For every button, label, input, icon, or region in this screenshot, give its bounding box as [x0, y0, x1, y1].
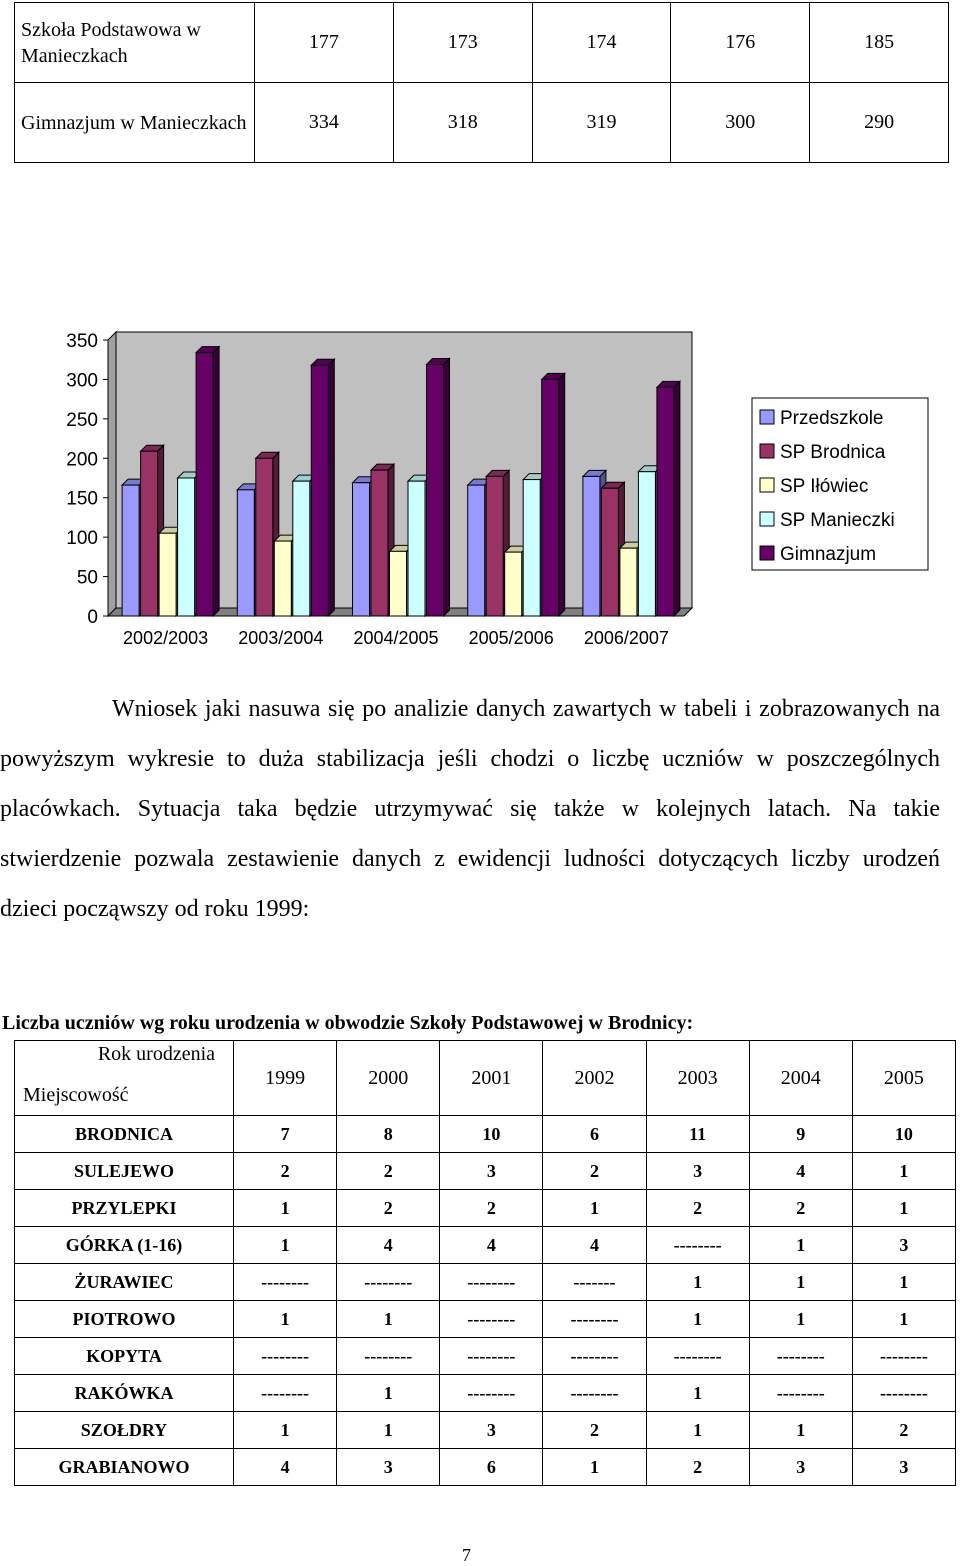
births-value-cell: --------: [234, 1264, 337, 1301]
bar: [583, 476, 600, 616]
births-value-cell: 3: [440, 1412, 543, 1449]
births-row: [15, 1227, 956, 1264]
x-tick-label: 2002/2003: [123, 628, 209, 648]
births-value-cell: --------: [337, 1338, 440, 1375]
enrollment-cell: 185: [810, 3, 949, 83]
place-name-cell: PIOTROWO: [15, 1301, 234, 1338]
births-value-cell: 2: [749, 1190, 852, 1227]
births-value-cell: 2: [337, 1190, 440, 1227]
bar: [371, 470, 388, 616]
births-value-cell: 3: [852, 1227, 955, 1264]
y-tick-label: 350: [66, 331, 98, 352]
bar: [638, 472, 655, 616]
births-value-cell: --------: [646, 1338, 749, 1375]
births-row: [15, 1264, 956, 1301]
bar: [311, 365, 328, 616]
header-corner-cell: [15, 1041, 234, 1116]
bar: [196, 353, 213, 616]
births-value-cell: --------: [234, 1338, 337, 1375]
bar: [620, 548, 637, 616]
births-value-cell: 1: [234, 1227, 337, 1264]
bar: [523, 480, 540, 616]
births-value-cell: --------: [337, 1264, 440, 1301]
births-value-cell: --------: [852, 1338, 955, 1375]
births-value-cell: 10: [852, 1116, 955, 1153]
bar: [237, 490, 254, 616]
births-header-row: [15, 1041, 956, 1116]
births-value-cell: --------: [543, 1338, 646, 1375]
place-name-cell: BRODNICA: [15, 1116, 234, 1153]
y-tick-label: 300: [66, 370, 98, 392]
births-value-cell: 2: [646, 1449, 749, 1486]
enrollment-row: [15, 83, 949, 163]
births-value-cell: 2: [440, 1190, 543, 1227]
births-value-cell: 11: [646, 1116, 749, 1153]
conclusion-paragraph: [0, 684, 940, 934]
enrollment-row-label: Gimnazjum w Manieczkach: [15, 83, 255, 163]
x-tick-label: 2005/2006: [468, 628, 554, 648]
bar-side: [559, 373, 565, 616]
births-row: [15, 1116, 956, 1153]
births-value-cell: 2: [543, 1412, 646, 1449]
births-value-cell: --------: [234, 1375, 337, 1412]
births-value-cell: 1: [646, 1412, 749, 1449]
births-value-cell: 1: [852, 1301, 955, 1338]
legend-swatch: [760, 478, 774, 492]
bar-side: [328, 359, 334, 616]
place-name-cell: PRZYLEPKI: [15, 1190, 234, 1227]
place-name-cell: ŻURAWIEC: [15, 1264, 234, 1301]
year-header-cell: 2002: [543, 1041, 646, 1116]
births-value-cell: 6: [440, 1449, 543, 1486]
place-name-cell: GÓRKA (1-16): [15, 1227, 234, 1264]
births-value-cell: 1: [646, 1375, 749, 1412]
x-tick-label: 2004/2005: [353, 628, 439, 648]
births-value-cell: --------: [749, 1338, 852, 1375]
enrollment-cell: 300: [671, 83, 810, 163]
births-value-cell: 2: [852, 1412, 955, 1449]
legend-label: Gimnazjum: [780, 544, 877, 565]
year-header-cell: 2003: [646, 1041, 749, 1116]
births-value-cell: 4: [543, 1227, 646, 1264]
births-row: [15, 1338, 956, 1375]
y-tick-label: 150: [66, 488, 98, 510]
legend-label: Przedszkole: [780, 408, 884, 429]
births-value-cell: 1: [646, 1301, 749, 1338]
bar: [427, 364, 444, 616]
bar: [601, 488, 618, 616]
y-tick-label: 100: [66, 528, 98, 550]
legend-swatch: [760, 410, 774, 424]
births-value-cell: 1: [234, 1190, 337, 1227]
births-value-cell: --------: [852, 1375, 955, 1412]
year-header-cell: 2001: [440, 1041, 543, 1116]
place-name-cell: RAKÓWKA: [15, 1375, 234, 1412]
births-value-cell: 1: [234, 1301, 337, 1338]
births-value-cell: 1: [646, 1264, 749, 1301]
bar: [178, 478, 195, 616]
births-row: [15, 1412, 956, 1449]
bar: [468, 485, 485, 616]
bar: [159, 533, 176, 616]
enrollment-row-label: Szkoła Podstawowa w Manieczkach: [15, 3, 255, 83]
place-name-cell: KOPYTA: [15, 1338, 234, 1375]
births-value-cell: 1: [852, 1153, 955, 1190]
births-value-cell: 3: [852, 1449, 955, 1486]
y-tick-label: 50: [76, 567, 98, 589]
enrollment-cell: 318: [393, 83, 532, 163]
y-tick-label: 250: [66, 409, 98, 431]
births-row: [15, 1301, 956, 1338]
births-value-cell: 1: [749, 1227, 852, 1264]
legend-swatch: [760, 444, 774, 458]
legend-label: SP Brodnica: [780, 442, 886, 463]
enrollment-table: [14, 2, 949, 163]
births-value-cell: 1: [749, 1412, 852, 1449]
enrollment-cell: 334: [255, 83, 394, 163]
legend-swatch: [760, 546, 774, 560]
births-value-cell: 3: [749, 1449, 852, 1486]
births-value-cell: --------: [749, 1375, 852, 1412]
births-value-cell: -------: [543, 1264, 646, 1301]
conclusion-text: Wniosek jaki nasuwa się po analizie danych zawartych w tabeli i zobrazowanych na powyższym wykresie to duża stabilizacja jeśli chodzi o liczbę uczniów w poszczególnych placówkach. Sytuacja taka będzie utrzymywać się także w kolejnych latach. Na takie stwierdzenie pozwala zestawienie danych z ewidencji ludności dotyczących liczby urodzeń dzieci począwszy od roku 1999:: [0, 696, 940, 922]
births-value-cell: 4: [234, 1449, 337, 1486]
enrollment-bar-chart: [0, 318, 960, 658]
place-name-cell: SZOŁDRY: [15, 1412, 234, 1449]
place-name-cell: GRABIANOWO: [15, 1449, 234, 1486]
births-value-cell: --------: [440, 1338, 543, 1375]
births-value-cell: 1: [852, 1264, 955, 1301]
births-value-cell: 9: [749, 1116, 852, 1153]
bar: [486, 476, 503, 616]
page-number: 7: [462, 1545, 471, 1565]
births-value-cell: 10: [440, 1116, 543, 1153]
births-value-cell: 8: [337, 1116, 440, 1153]
y-tick-label: 0: [87, 607, 98, 628]
enrollment-row: [15, 3, 949, 83]
births-value-cell: 1: [234, 1412, 337, 1449]
bar: [505, 552, 522, 616]
enrollment-cell: 319: [532, 83, 671, 163]
births-value-cell: --------: [646, 1227, 749, 1264]
births-value-cell: 2: [543, 1153, 646, 1190]
births-value-cell: 1: [749, 1301, 852, 1338]
births-value-cell: --------: [543, 1301, 646, 1338]
bar-side: [444, 358, 450, 616]
births-value-cell: --------: [440, 1264, 543, 1301]
year-header-cell: 2005: [852, 1041, 955, 1116]
bar: [122, 485, 139, 616]
chart-side-wall: [108, 332, 116, 616]
births-value-cell: 2: [337, 1153, 440, 1190]
bar: [542, 379, 559, 616]
bar: [293, 481, 310, 616]
births-value-cell: 1: [543, 1449, 646, 1486]
x-tick-label: 2003/2004: [238, 628, 324, 648]
births-value-cell: 6: [543, 1116, 646, 1153]
y-tick-label: 200: [66, 449, 98, 471]
births-value-cell: --------: [440, 1301, 543, 1338]
enrollment-cell: 177: [255, 3, 394, 83]
bar-side: [674, 381, 680, 616]
births-value-cell: 3: [337, 1449, 440, 1486]
year-header-cell: 1999: [234, 1041, 337, 1116]
births-row: [15, 1153, 956, 1190]
legend-label: SP Manieczki: [780, 510, 895, 531]
header-year-label: Rok urodzenia: [97, 1043, 215, 1065]
births-value-cell: 4: [440, 1227, 543, 1264]
enrollment-cell: 176: [671, 3, 810, 83]
births-value-cell: 1: [852, 1190, 955, 1227]
births-value-cell: 2: [646, 1190, 749, 1227]
births-value-cell: 3: [646, 1153, 749, 1190]
enrollment-cell: 290: [810, 83, 949, 163]
header-place-label: Miejscowość: [23, 1084, 129, 1106]
enrollment-cell: 173: [393, 3, 532, 83]
births-table-caption: Liczba uczniów wg roku urodzenia w obwodzie Szkoły Podstawowej w Brodnicy:: [2, 1012, 694, 1034]
enrollment-cell: 174: [532, 3, 671, 83]
births-value-cell: --------: [543, 1375, 646, 1412]
births-row: [15, 1449, 956, 1486]
births-value-cell: 4: [749, 1153, 852, 1190]
births-value-cell: 2: [234, 1153, 337, 1190]
year-header-cell: 2000: [337, 1041, 440, 1116]
births-value-cell: 7: [234, 1116, 337, 1153]
x-tick-label: 2006/2007: [583, 628, 669, 648]
bar: [353, 483, 370, 616]
births-value-cell: --------: [440, 1375, 543, 1412]
births-value-cell: 1: [337, 1412, 440, 1449]
bar: [141, 451, 158, 616]
year-header-cell: 2004: [749, 1041, 852, 1116]
births-row: [15, 1375, 956, 1412]
births-value-cell: 3: [440, 1153, 543, 1190]
place-name-cell: SULEJEWO: [15, 1153, 234, 1190]
births-value-cell: 1: [337, 1301, 440, 1338]
births-value-cell: 1: [337, 1375, 440, 1412]
bar: [256, 458, 273, 616]
bar: [408, 481, 425, 616]
births-table: [14, 1040, 956, 1486]
legend-label: SP Iłówiec: [780, 476, 869, 497]
bar: [390, 551, 407, 616]
births-row: [15, 1190, 956, 1227]
bar: [657, 387, 674, 616]
legend-swatch: [760, 512, 774, 526]
births-value-cell: 1: [749, 1264, 852, 1301]
bar-side: [213, 347, 219, 616]
bar: [274, 541, 291, 616]
births-value-cell: 1: [543, 1190, 646, 1227]
births-value-cell: 4: [337, 1227, 440, 1264]
